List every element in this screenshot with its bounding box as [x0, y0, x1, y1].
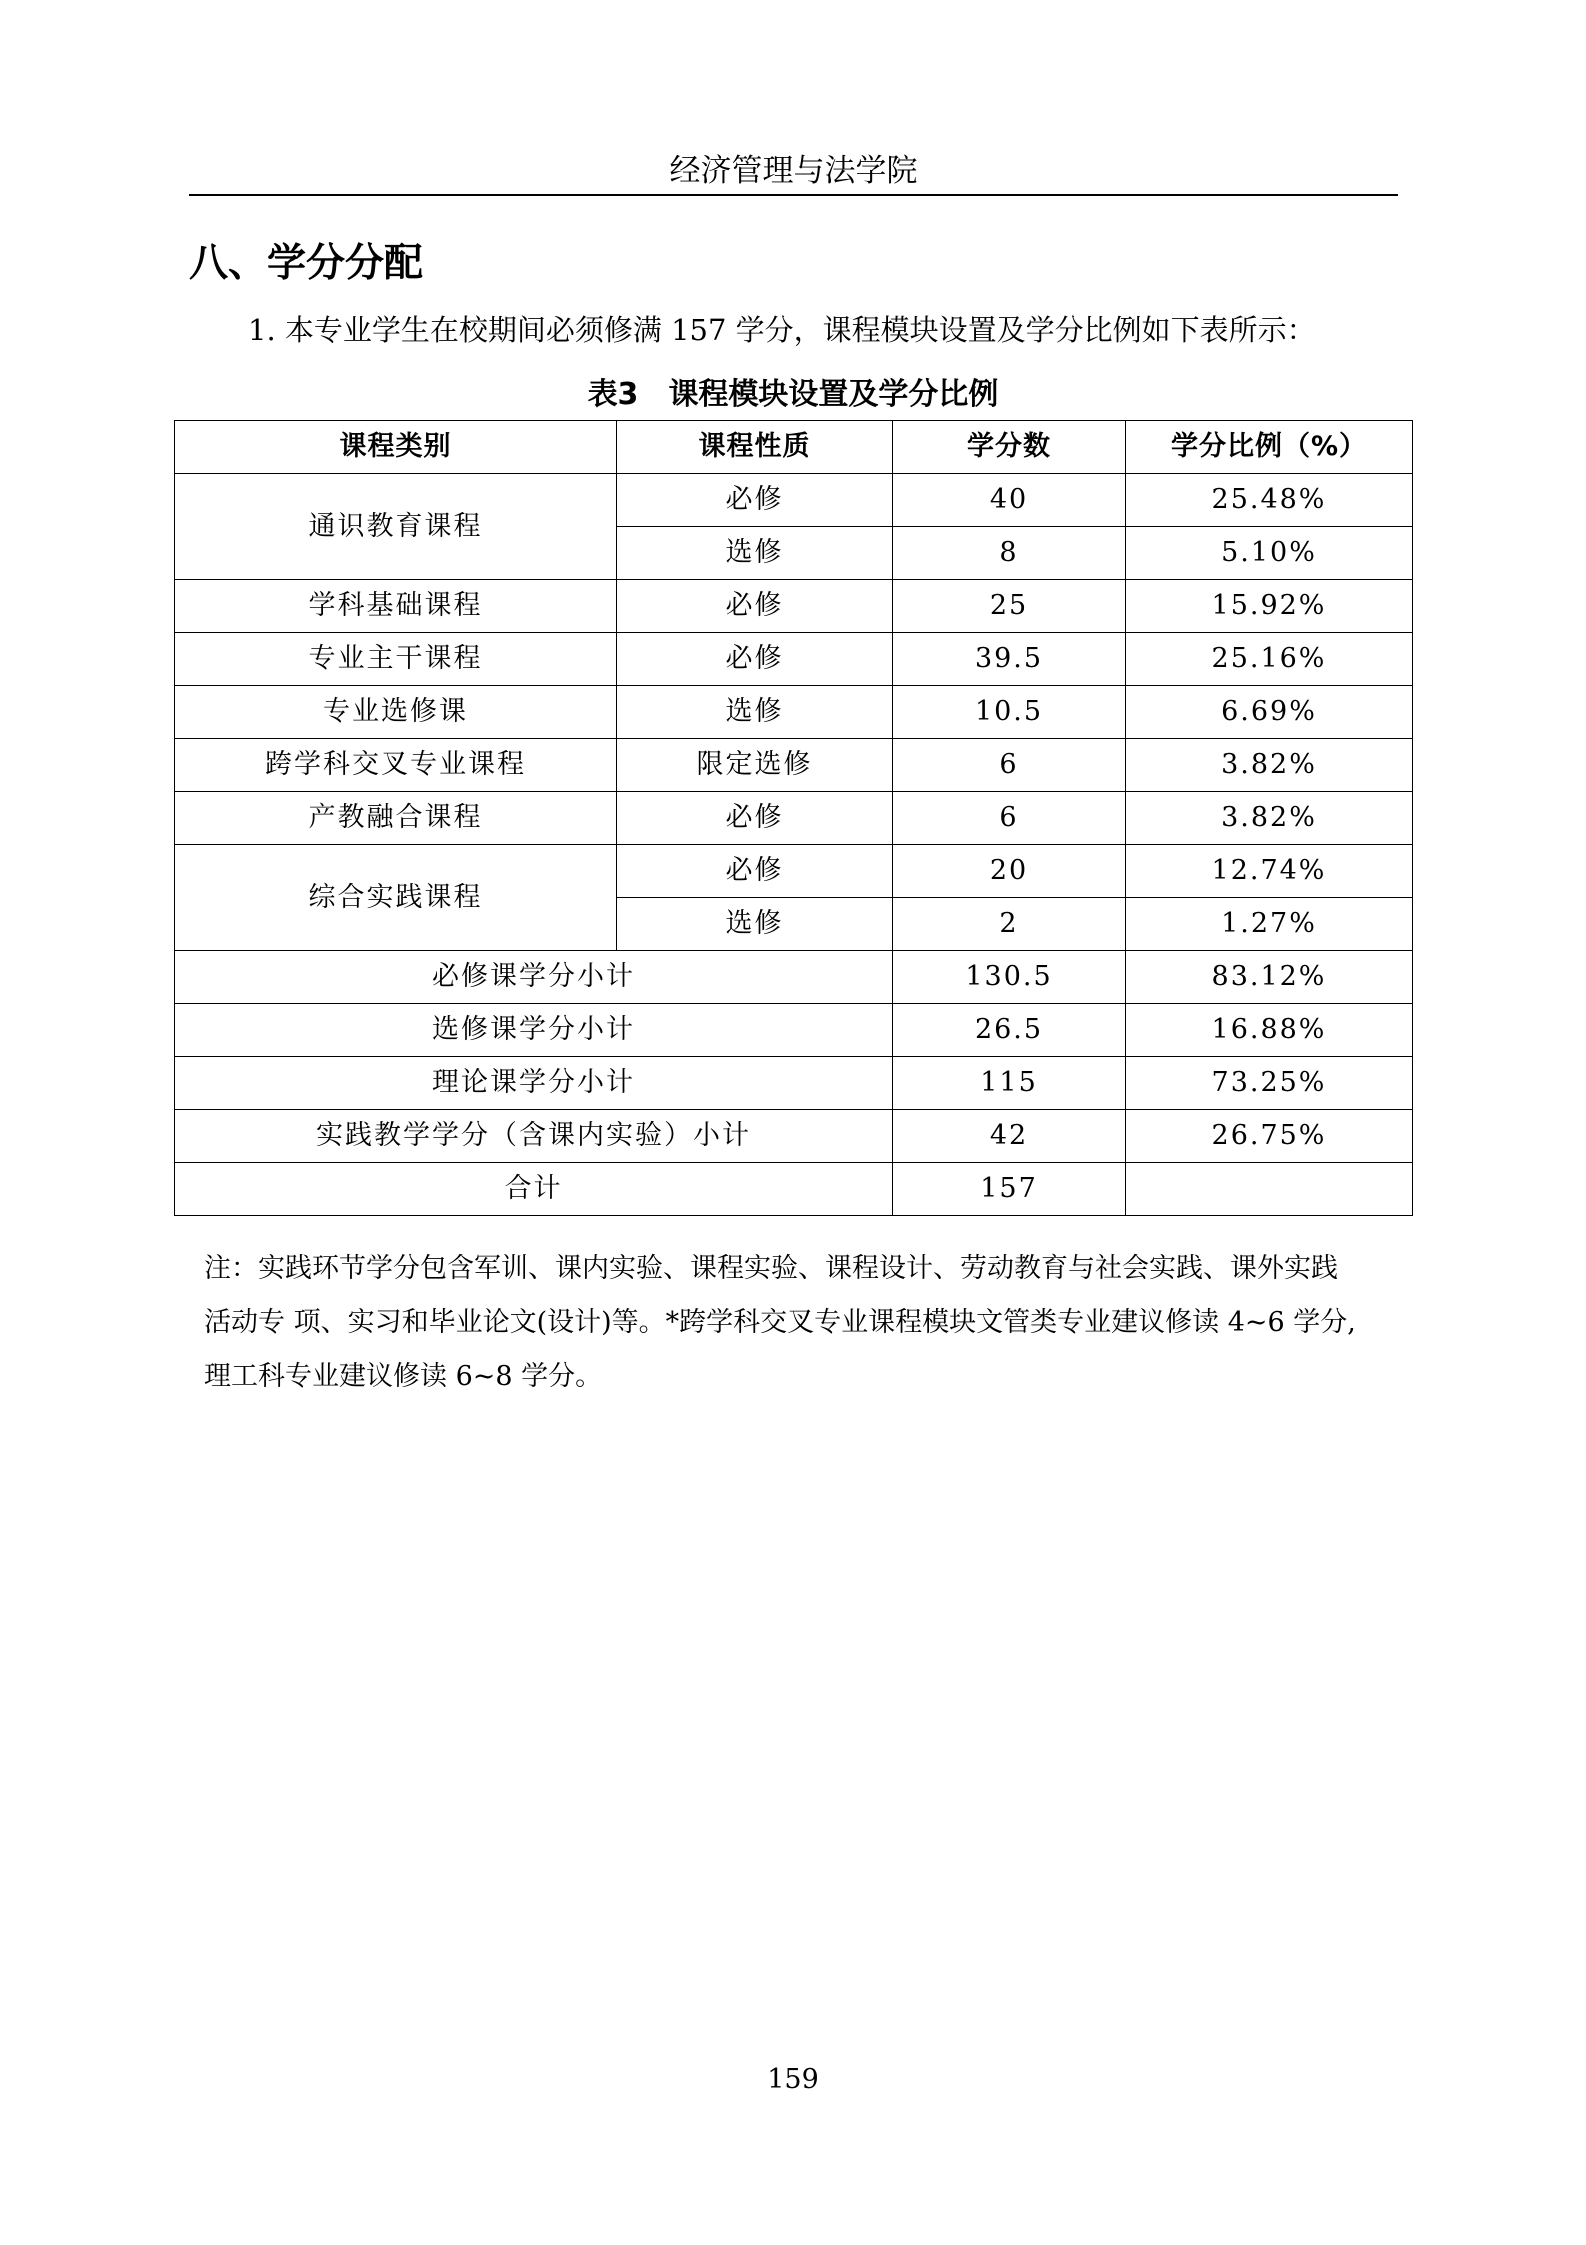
credits-cell: 40 [893, 474, 1126, 527]
table-row [175, 474, 1413, 527]
nature-cell: 必修 [617, 845, 893, 898]
section-title: 八、学分分配 [189, 241, 424, 286]
ratio-cell: 83.12% [1126, 951, 1413, 1004]
credits-cell: 25 [893, 580, 1126, 633]
subtotal-row [175, 1110, 1413, 1163]
ratio-cell: 73.25% [1126, 1057, 1413, 1110]
ratio-cell: 16.88% [1126, 1004, 1413, 1057]
category-cell: 产教融合课程 [175, 792, 617, 845]
note-line: 注：实践环节学分包含军训、课内实验、课程实验、课程设计、劳动教育与社会实践、课外实践 [204, 1253, 1338, 1284]
total-ratio [1126, 1163, 1413, 1216]
table-caption [174, 371, 1412, 419]
ratio-cell: 25.48% [1126, 474, 1413, 527]
total-credits: 157 [893, 1163, 1126, 1216]
header-rule [189, 194, 1398, 196]
table-header-row [175, 421, 1413, 474]
ratio-cell: 6.69% [1126, 686, 1413, 739]
credits-cell: 10.5 [893, 686, 1126, 739]
nature-cell: 选修 [617, 527, 893, 580]
subtotal-label: 选修课学分小计 [175, 1004, 893, 1057]
subtotal-row [175, 1004, 1413, 1057]
table-note [204, 1242, 1400, 1404]
note-line: 活动专 项、实习和毕业论文(设计)等。*跨学科交叉专业课程模块文管类专业建议修读 4~6 学分, [204, 1307, 1356, 1338]
ratio-cell: 25.16% [1126, 633, 1413, 686]
table-row [175, 686, 1413, 739]
header-credits: 学分数 [893, 421, 1126, 474]
table-row [175, 580, 1413, 633]
subtotal-label: 理论课学分小计 [175, 1057, 893, 1110]
table-caption-number: 表3 [587, 377, 639, 412]
ratio-cell: 12.74% [1126, 845, 1413, 898]
table-row [175, 633, 1413, 686]
ratio-cell: 26.75% [1126, 1110, 1413, 1163]
total-label: 合计 [175, 1163, 893, 1216]
table-row [175, 739, 1413, 792]
credits-cell: 42 [893, 1110, 1126, 1163]
ratio-cell: 1.27% [1126, 898, 1413, 951]
ratio-cell: 3.82% [1126, 792, 1413, 845]
nature-cell: 选修 [617, 686, 893, 739]
category-cell: 通识教育课程 [175, 474, 617, 580]
ratio-cell: 3.82% [1126, 739, 1413, 792]
nature-cell: 限定选修 [617, 739, 893, 792]
table-row [175, 792, 1413, 845]
nature-cell: 选修 [617, 898, 893, 951]
subtotal-row [175, 951, 1413, 1004]
credits-cell: 130.5 [893, 951, 1126, 1004]
subtotal-label: 必修课学分小计 [175, 951, 893, 1004]
category-cell: 专业主干课程 [175, 633, 617, 686]
category-cell: 专业选修课 [175, 686, 617, 739]
table-row [175, 845, 1413, 898]
header-nature: 课程性质 [617, 421, 893, 474]
intro-paragraph: 1. 本专业学生在校期间必须修满 157 学分，课程模块设置及学分比例如下表所示： [248, 313, 1316, 347]
subtotal-row [175, 1057, 1413, 1110]
header-category: 课程类别 [175, 421, 617, 474]
credits-cell: 115 [893, 1057, 1126, 1110]
credits-cell: 6 [893, 792, 1126, 845]
credits-cell: 2 [893, 898, 1126, 951]
ratio-cell: 15.92% [1126, 580, 1413, 633]
credit-allocation-table [174, 420, 1413, 1216]
ratio-cell: 5.10% [1126, 527, 1413, 580]
note-line: 理工科专业建议修读 6~8 学分。 [204, 1361, 603, 1392]
category-cell: 学科基础课程 [175, 580, 617, 633]
credits-cell: 39.5 [893, 633, 1126, 686]
header-ratio: 学分比例（%） [1126, 421, 1413, 474]
nature-cell: 必修 [617, 633, 893, 686]
subtotal-label: 实践教学学分（含课内实验）小计 [175, 1110, 893, 1163]
page-header: 经济管理与法学院 [669, 153, 918, 189]
total-row [175, 1163, 1413, 1216]
credits-cell: 26.5 [893, 1004, 1126, 1057]
page-number: 159 [767, 2064, 819, 2095]
nature-cell: 必修 [617, 580, 893, 633]
nature-cell: 必修 [617, 474, 893, 527]
category-cell: 跨学科交叉专业课程 [175, 739, 617, 792]
credits-cell: 8 [893, 527, 1126, 580]
category-cell: 综合实践课程 [175, 845, 617, 951]
nature-cell: 必修 [617, 792, 893, 845]
credits-cell: 20 [893, 845, 1126, 898]
credits-cell: 6 [893, 739, 1126, 792]
table-caption-title: 课程模块设置及学分比例 [668, 377, 999, 412]
